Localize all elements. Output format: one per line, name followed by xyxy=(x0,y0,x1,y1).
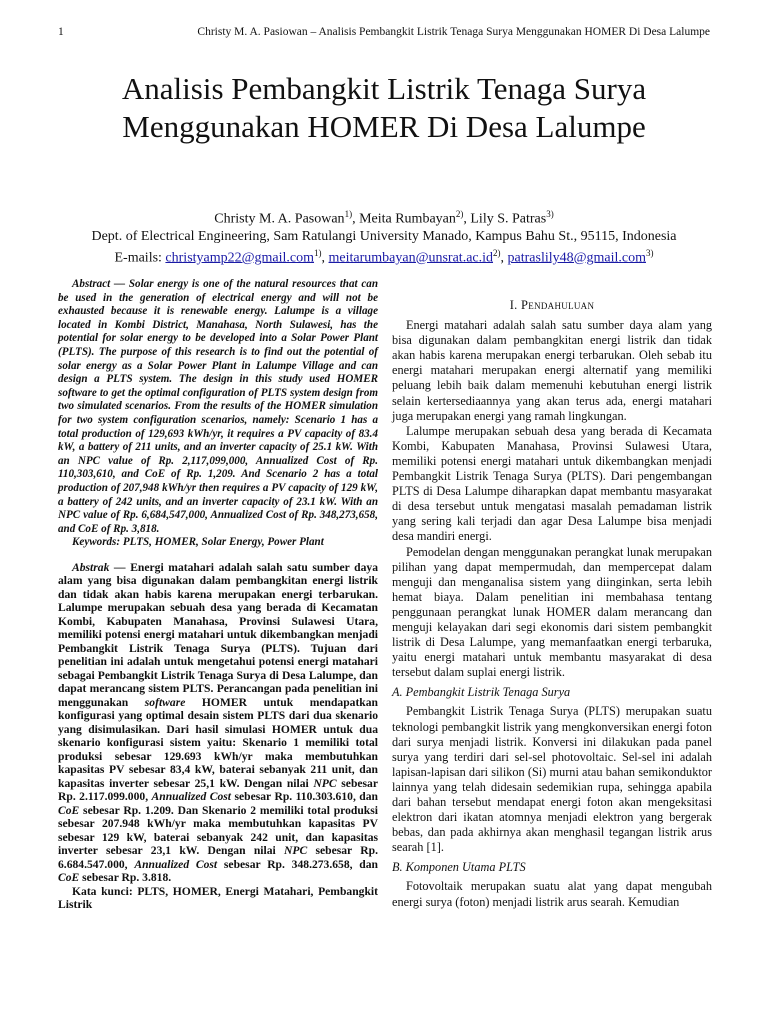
paper-title xyxy=(58,70,710,146)
abstract-id-text-7: sebesar Rp. 348.273.658, dan xyxy=(217,857,379,871)
abstract-id-annualized-cost-2: Annualized Cost xyxy=(134,857,218,871)
page-number: 1 xyxy=(58,26,64,38)
email-separator: , xyxy=(321,250,329,266)
intro-paragraph-2: Lalumpe merupakan sebuah desa yang berada di Kecamata Kombi, Kabupaten Manahasa, Provinsi Sulawesi Utara, memiliki potensi energi matahari untuk dikembangkan menjadi Pembangkit Listrik Tenaga Surya (PLTS). Dari pengembangan PLTS di Desa Lalumpe diharapkan dapat membantu masyarakat di desa tersebut untuk mengatasi masalah pemadaman listrik yang sering kali terjadi dan agar Desa Lalumpe bisa menjadi desa mandiri energi. xyxy=(392,423,712,544)
email-link-3[interactable]: patraslily48@gmail.com xyxy=(507,250,646,266)
abstract-id-text-8: sebesar Rp. 3.818. xyxy=(79,871,172,885)
authors-block xyxy=(58,206,710,266)
emails-label: E-mails: xyxy=(114,250,166,266)
emails-line xyxy=(58,245,710,267)
intro-paragraph-3: Pemodelan dengan menggunakan perangkat lunak merupakan pilihan yang dapat mempermudah, dan mempercepat dalam menguji dan menganalisa sistem yang diinginkan, serta lebih hemat biaya. Dalam penelitian ini membahasa tentang penggunaan perangkat lunak HOMER dalam merancang dan menguji kelayakan dari segi ekonomis dari sistem pembangkit listrik di Desa Lalumpe, yang memanfaatkan energi terbaruka, yaitu energi matahari untuk membantu masyarakat di desa tersebut dalam suplai energi listrik. xyxy=(392,544,712,680)
email-1-mark: 1) xyxy=(314,247,322,258)
author-2-mark: 2) xyxy=(455,209,464,219)
abstract-english xyxy=(58,278,378,550)
abstract-id-npc-2: NPC xyxy=(284,844,308,858)
keywords-en-paragraph xyxy=(58,536,378,550)
author-names xyxy=(58,206,710,228)
abstract-id-annualized-cost: Annualized Cost xyxy=(151,790,232,804)
abstract-id-npc: NPC xyxy=(313,776,337,790)
email-2-mark: 2) xyxy=(493,247,501,258)
email-link-2[interactable]: meitarumbayan@unsrat.ac.id xyxy=(328,250,494,266)
abstract-id-text-1: Energi matahari adalah salah satu sumber daya alam yang bisa digunakan dalam pembangkitan energi listrik dan tidak akan habis karena merupakan energi terbarukan. Lalumpe merupakan sebuah desa yang berada di Kecamatan Kombi, Kabupaten Manahasa, Provinsi Sulawesi Utara, memiliki potensi energi matahari untuk dikembangkan menjadi Pembangkit Listrik Tenaga Surya (PLTS). Tujuan dari penelitian ini adalah untuk mengetahui potensi energi matahari sebagai Pembangkit Listrik Tenaga Surya di Desa Lalumpe, dan dapat merancang sistem PLTS. Perancangan pada penelitian ini menggunakan xyxy=(58,560,378,709)
author-1-mark: 1) xyxy=(344,209,353,219)
abstract-en-paragraph xyxy=(58,278,378,536)
subsection-a-paragraph: Pembangkit Listrik Tenaga Surya (PLTS) merupakan suatu teknologi pembangkit listrik yang mengkonversikan energi foton dari surya menjadi listrik. Konversi ini dilakukan pada panel surya yang terdiri dari sel-sel photovoltaic. Sel-sel ini adalah lapisan-lapisan dari silikon (Si) murni atau bahan semikonduktor lainnya yang telah didesain sedemikian rupa, sehingga apabila dari bahan tersebut mendapat energi foton akan mengeksitasi elektron dari ikatan atomnya menjadi elektron yang bergerak bebas, dan pada akhirnya akan menghasil tegangan listrik arus searah [1]. xyxy=(392,704,712,855)
right-column xyxy=(392,298,712,910)
abstract-id-software: software xyxy=(144,695,186,709)
section-title: Pendahuluan xyxy=(521,298,595,312)
keywords-en-label: Keywords: xyxy=(72,536,121,549)
subsection-heading-a: A. Pembangkit Listrik Tenaga Surya xyxy=(392,685,571,700)
author-1: Christy M. A. Pasowan xyxy=(214,211,345,227)
intro-paragraph-1: Energi matahari adalah salah satu sumber daya alam yang bisa digunakan dalam pembangkitan energi listrik dan tidak akan habis karena merupakan energi terbarukan. Oleh sebab itu energi matahari merupakan energi alternatif yang memiliki peluang lebih baik dalam memenuhi kebutuhan energi listrik selain kertersediaannya yang akan terus ada, energi matahari juga merupakan energi yang ramah lingkungan. xyxy=(392,318,712,423)
keywords-en-text: PLTS, HOMER, Solar Energy, Power Plant xyxy=(120,536,324,549)
running-title: Christy M. A. Pasiowan – Analisis Pembangkit Listrik Tenaga Surya Menggunakan HOMER Di Desa Lalumpe xyxy=(197,26,710,38)
author-3-mark: 3) xyxy=(546,209,554,219)
affiliation: Dept. of Electrical Engineering, Sam Ratulangi University Manado, Kampus Bahu St., 95115, Indonesia xyxy=(91,228,677,244)
title-line-2: Menggunakan HOMER Di Desa Lalumpe xyxy=(122,109,646,144)
email-link-1[interactable]: christyamp22@gmail.com xyxy=(165,250,315,266)
abstract-id-text-2: HOMER untuk mendapatkan konfigurasi yang optimal desain sistem PLTS dari dua skenario yang disimulasikan. Dari hasil simulasi HOMER untuk dua skenario konfigurasi sistem yaitu: Skenario 1 memiliki total produksi sebesar 129.693 kWh/yr maka membutuhkan kapasitas PV sebesar 83,4 kW, baterai sebanyak 211 unit, dan kapasitas inverter sebesar 25,1 kW. Dengan nilai xyxy=(58,695,378,790)
abstract-id-text-4: sebesar Rp. 110.303.610, dan xyxy=(231,790,378,804)
abstract-id-coe: CoE xyxy=(58,803,80,817)
section-number: I. xyxy=(509,298,522,312)
author-separator: , xyxy=(352,211,360,227)
email-3-mark: 3) xyxy=(646,247,654,258)
abstract-en-text: Solar energy is one of the natural resources that can be used in the generation of electrical energy and will not be exhausted because it is renewable energy. Lalumpe is a village located in Kombi District, Manahasa, North Sulawesi, has the potential for solar energy to be developed into a Solar Power Plant (PLTS). The purpose of this research is to find out the potential of solar energy as a Solar Power Plant in Lalumpe Village and can design a PLTS system. The design in this study used HOMER software to get the optimal configuration of PLTS system design from two simulated scenarios. From the results of the HOMER simulation for two system configuration scenarios, namely: Scenario 1 has a total production of 129,693 kWh/yr, it requires a PV capacity of 83.4 kW, a battery of 211 units, and an inverter capacity of 25.1 kW. With an NPC value of Rp. 2,117,099,000, Annualized Cost of Rp. 110,303,610, and CoE of Rp. 1,209. And Scenario 2 has a total production of 207,948 kWh/yr then requires a PV capacity of 129 kW, a battery of 242 units, and an inverter capacity of 23.1 kW. With an NPC value of Rp. 6,684,547,000, Annualized Cost of Rp. 348,273,658, and CoE of Rp. 3,818. xyxy=(58,278,378,535)
title-line-1: Analisis Pembangkit Listrik Tenaga Surya xyxy=(121,71,647,106)
author-separator: , xyxy=(463,211,471,227)
section-heading-introduction xyxy=(392,298,712,313)
abstract-indonesian xyxy=(58,561,378,912)
abstract-id-text-5: sebesar Rp. 1.209. Dan Skenario 2 memiliki total produksi sebesar 207.948 kWh/yr maka membutuhkan kapasitas PV sebesar 129 kW, baterai sebanyak 242 unit, dan kapasitas inverter sebesar 23,1 kW. Dengan nilai xyxy=(58,803,378,858)
abstract-id-label: Abstrak — xyxy=(72,560,126,574)
abstract-id-coe-2: CoE xyxy=(58,871,80,885)
keywords-id-paragraph: Kata kunci: PLTS, HOMER, Energi Matahari, Pembangkit Listrik xyxy=(58,884,378,912)
author-3: Lily S. Patras xyxy=(470,211,547,227)
page-header xyxy=(58,26,710,42)
abstract-id-paragraph xyxy=(58,561,378,885)
abstract-en-label: Abstract — xyxy=(72,278,126,290)
subsection-b-paragraph: Fotovoltaik merupakan suatu alat yang dapat mengubah energi surya (foton) menjadi listrik arus searah. Kemudian xyxy=(392,879,712,909)
subsection-heading-b: B. Komponen Utama PLTS xyxy=(392,860,526,875)
left-column xyxy=(58,278,378,912)
abstract-id-text-3: sebesar Rp. 2.117.099.000, xyxy=(58,776,378,804)
abstract-id-text-6: sebesar Rp. 6.684.547.000, xyxy=(58,844,378,871)
email-separator: , xyxy=(500,250,508,266)
author-2: Meita Rumbayan xyxy=(359,211,456,227)
